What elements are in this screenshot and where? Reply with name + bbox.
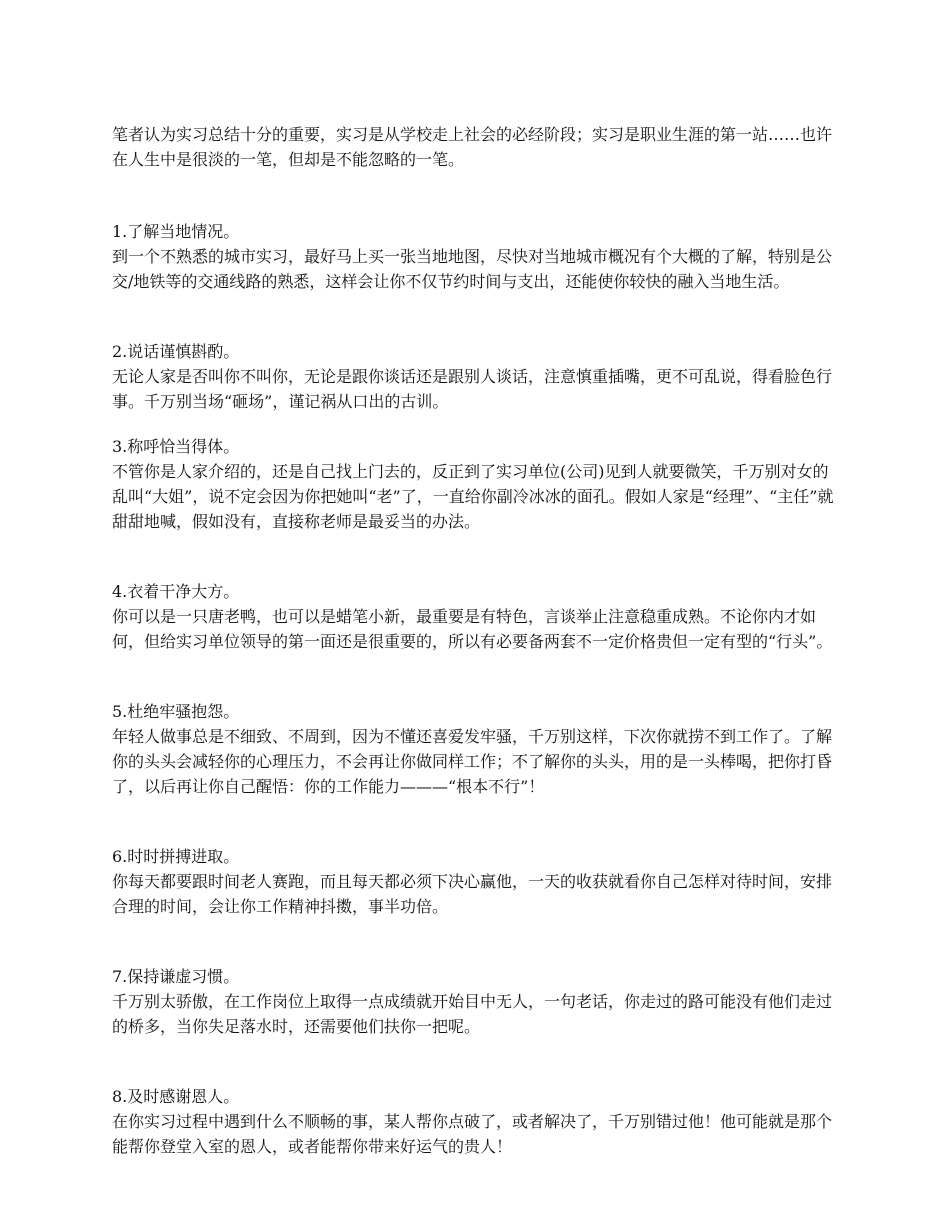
- section-2: [112, 339, 840, 414]
- section-body: 你可以是一只唐老鸭，也可以是蜡笔小新，最重要是有特色，言谈举止注意稳重成熟。不论你内才如何，但给实习单位领导的第一面还是很重要的，所以有必要备两套不一定价格贵但一定有型的“行头”。: [112, 607, 833, 651]
- document-page: [112, 122, 840, 1159]
- section-heading: 8.及时感谢恩人。: [112, 1087, 240, 1106]
- section-7: [112, 964, 840, 1039]
- section-heading: 5.杜绝牢骚抱怨。: [112, 702, 240, 721]
- section-heading: 7.保持谦虚习惯。: [112, 967, 240, 986]
- section-body: 年轻人做事总是不细致、不周到，因为不懂还喜爱发牢骚，千万别这样，下次你就捞不到工作了。了解你的头头会减轻你的心理压力，不会再让你做同样工作；不了解你的头头，用的是一头棒喝，把你打昏了，以后再让你自己醒悟：你的工作能力———“根本不行”！: [112, 727, 833, 796]
- section-body: 千万别太骄傲，在工作岗位上取得一点成绩就开始目中无人，一句老话，你走过的路可能没有他们走过的桥多，当你失足落水时，还需要他们扶你一把呢。: [112, 992, 833, 1036]
- section-5: [112, 699, 840, 799]
- section-heading: 3.称呼恰当得体。: [112, 437, 240, 456]
- section-body: 你每天都要跟时间老人赛跑，而且每天都必须下决心赢他，一天的收获就看你自己怎样对待时间，安排合理的时间，会让你工作精神抖擞，事半功倍。: [112, 872, 833, 916]
- section-1: [112, 219, 840, 294]
- section-3: [112, 434, 840, 534]
- section-6: [112, 844, 840, 919]
- section-4: [112, 579, 840, 654]
- section-body: 无论人家是否叫你不叫你，无论是跟你谈话还是跟别人谈话，注意慎重插嘴，更不可乱说，得看脸色行事。千万别当场“砸场”，谨记祸从口出的古训。: [112, 367, 833, 411]
- section-heading: 2.说话谨慎斟酌。: [112, 342, 240, 361]
- intro-paragraph: 笔者认为实习总结十分的重要，实习是从学校走上社会的必经阶段；实习是职业生涯的第一站……也许在人生中是很淡的一笔，但却是不能忽略的一笔。: [112, 125, 833, 169]
- section-heading: 4.衣着干净大方。: [112, 582, 240, 601]
- section-body: 到一个不熟悉的城市实习，最好马上买一张当地地图，尽快对当地城市概况有个大概的了解，特别是公交/地铁等的交通线路的熟悉，这样会让你不仅节约时间与支出，还能使你较快的融入当地生活。: [112, 247, 833, 291]
- section-heading: 1.了解当地情况。: [112, 222, 240, 241]
- section-body: 在你实习过程中遇到什么不顺畅的事，某人帮你点破了，或者解决了，千万别错过他！他可能就是那个能帮你登堂入室的恩人，或者能帮你带来好运气的贵人！: [112, 1112, 833, 1156]
- section-body: 不管你是人家介绍的，还是自己找上门去的，反正到了实习单位(公司)见到人就要微笑，千万别对女的乱叫“大姐”，说不定会因为你把她叫“老”了，一直给你副冷冰冰的面孔。假如人家是“经理”、“主任”就甜甜地喊，假如没有，直接称老师是最妥当的办法。: [112, 462, 834, 531]
- section-heading: 6.时时拼搏进取。: [112, 847, 240, 866]
- section-8: [112, 1084, 840, 1159]
